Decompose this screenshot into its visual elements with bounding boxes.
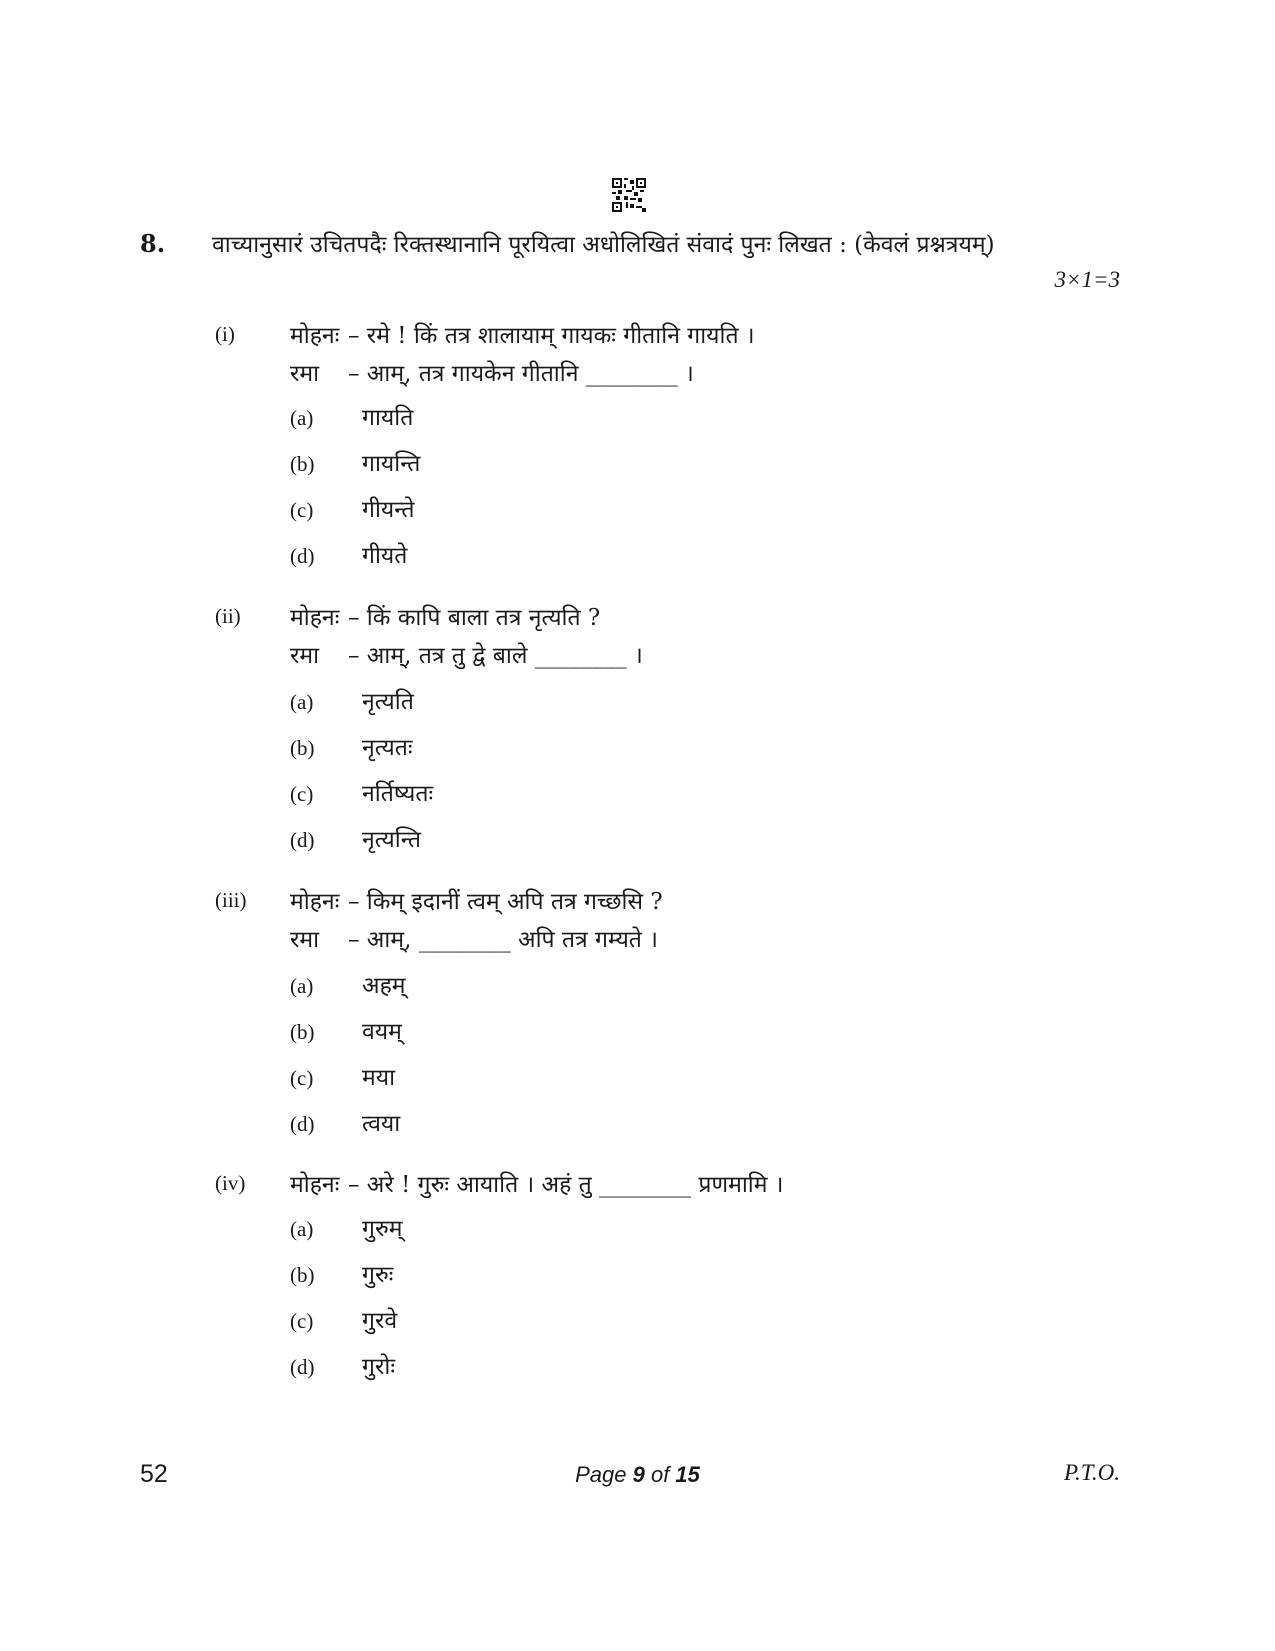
option-text: गुरुम् bbox=[362, 1216, 403, 1242]
answer-option[interactable] bbox=[290, 400, 413, 432]
option-label: (c) bbox=[290, 782, 314, 806]
dialogue-line bbox=[290, 318, 755, 350]
option-text: गुरवे bbox=[362, 1308, 398, 1334]
dialogue-line bbox=[290, 600, 600, 632]
page-of: of bbox=[644, 1462, 676, 1487]
answer-option[interactable] bbox=[290, 730, 413, 762]
page-prefix: Page bbox=[575, 1462, 633, 1487]
speaker-name: मोहनः bbox=[290, 605, 340, 631]
option-label: (a) bbox=[290, 690, 314, 714]
pto-label: P.T.O. bbox=[1063, 1460, 1120, 1485]
answer-option[interactable] bbox=[290, 492, 414, 524]
dialogue-line bbox=[290, 922, 658, 954]
option-text: गायन्ति bbox=[362, 451, 421, 477]
option-text: नृत्यन्ति bbox=[362, 827, 421, 853]
option-text: गीयन्ते bbox=[362, 497, 415, 523]
dialogue-text: – आम्, तत्र तु द्वे बाले ________ । bbox=[348, 643, 643, 669]
page-total: 15 bbox=[675, 1462, 700, 1487]
dialogue-text: – आम्, तत्र गायकेन गीतानि ________ । bbox=[348, 361, 694, 387]
answer-option[interactable] bbox=[290, 1211, 402, 1243]
option-label: (c) bbox=[290, 1309, 314, 1333]
answer-option[interactable] bbox=[290, 776, 433, 808]
answer-option[interactable] bbox=[290, 1349, 395, 1381]
speaker-name: रमा bbox=[290, 361, 320, 387]
option-label: (b) bbox=[290, 1263, 315, 1287]
option-text: नृत्यतः bbox=[362, 735, 413, 761]
question-number: 8. bbox=[140, 229, 166, 258]
answer-option[interactable] bbox=[290, 968, 406, 1000]
option-label: (a) bbox=[290, 406, 314, 430]
option-text: नृत्यति bbox=[362, 689, 414, 715]
answer-option[interactable] bbox=[290, 1303, 397, 1335]
option-text: गीयते bbox=[362, 543, 408, 569]
qr-code-icon bbox=[612, 178, 646, 212]
speaker-name: मोहनः bbox=[290, 1172, 340, 1198]
option-text: मया bbox=[362, 1065, 396, 1091]
option-label: (c) bbox=[290, 1066, 314, 1090]
option-label: (b) bbox=[290, 736, 315, 760]
dialogue-text: – अरे ! गुरुः आयाति । अहं तु ________ प्रणमामि । bbox=[348, 1172, 784, 1198]
dialogue-text: – आम्, ________ अपि तत्र गम्यते । bbox=[348, 927, 658, 953]
subquestion-label: (i) bbox=[215, 322, 235, 346]
answer-option[interactable] bbox=[290, 822, 421, 854]
option-text: गुरुः bbox=[362, 1262, 394, 1288]
option-text: त्वया bbox=[362, 1111, 401, 1137]
option-label: (c) bbox=[290, 498, 314, 522]
dialogue-text: – रमे ! किं तत्र शालायाम् गायकः गीतानि गायति । bbox=[348, 323, 755, 349]
option-label: (b) bbox=[290, 1020, 315, 1044]
option-label: (d) bbox=[290, 544, 315, 568]
answer-option[interactable] bbox=[290, 1257, 393, 1289]
option-label: (a) bbox=[290, 974, 314, 998]
dialogue-line bbox=[290, 1167, 784, 1199]
answer-option[interactable] bbox=[290, 1014, 402, 1046]
dialogue-text: – किं कापि बाला तत्र नृत्यति ? bbox=[348, 605, 601, 631]
option-label: (d) bbox=[290, 1112, 315, 1136]
speaker-name: मोहनः bbox=[290, 889, 340, 915]
question-marks: 3×1=3 bbox=[1054, 267, 1120, 292]
option-label: (b) bbox=[290, 452, 315, 476]
question-instruction: वाच्यानुसारं उचितपदैः रिक्तस्थानानि पूरयित्वा अधोलिखितं संवादं पुनः लिखत : (केवलं प्रश्नत्रयम्) bbox=[212, 232, 995, 258]
option-label: (d) bbox=[290, 828, 315, 852]
dialogue-line bbox=[290, 638, 643, 670]
speaker-name: रमा bbox=[290, 643, 320, 669]
option-text: नर्तिष्यतः bbox=[362, 781, 434, 807]
dialogue-line bbox=[290, 356, 694, 388]
option-text: गायति bbox=[362, 405, 414, 431]
dialogue-line bbox=[290, 884, 663, 916]
subquestion-label: (iii) bbox=[215, 888, 247, 912]
option-text: वयम् bbox=[362, 1019, 402, 1045]
subquestion-label: (iv) bbox=[215, 1171, 246, 1195]
dialogue-text: – किम् इदानीं त्वम् अपि तत्र गच्छसि ? bbox=[348, 889, 663, 915]
speaker-name: रमा bbox=[290, 927, 320, 953]
answer-option[interactable] bbox=[290, 1060, 395, 1092]
option-label: (d) bbox=[290, 1355, 315, 1379]
paper-code: 52 bbox=[140, 1460, 168, 1488]
option-text: गुरोः bbox=[362, 1354, 395, 1380]
option-label: (a) bbox=[290, 1217, 314, 1241]
answer-option[interactable] bbox=[290, 538, 407, 570]
option-text: अहम् bbox=[362, 973, 406, 999]
answer-option[interactable] bbox=[290, 1106, 400, 1138]
subquestion-label: (ii) bbox=[215, 604, 241, 628]
answer-option[interactable] bbox=[290, 684, 414, 716]
speaker-name: मोहनः bbox=[290, 323, 340, 349]
page-current: 9 bbox=[632, 1462, 645, 1487]
answer-option[interactable] bbox=[290, 446, 420, 478]
